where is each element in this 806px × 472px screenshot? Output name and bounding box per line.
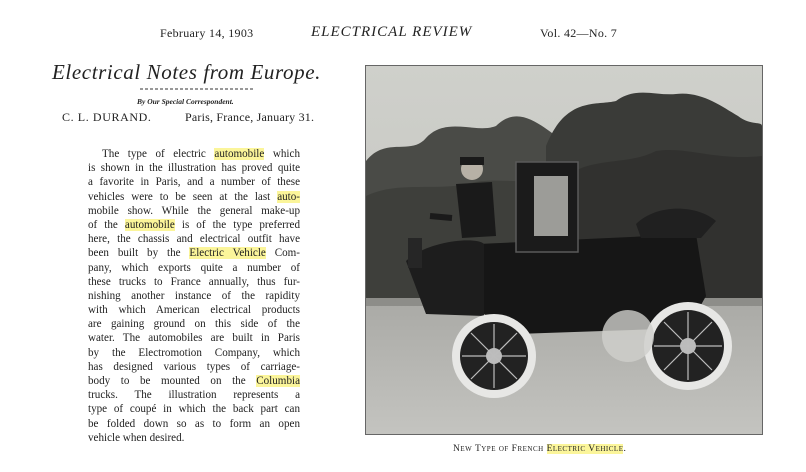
- body-text: which: [264, 148, 300, 160]
- body-text: been built by the: [88, 247, 190, 260]
- highlighted-term: auto-: [277, 190, 300, 203]
- issue-date: February 14, 1903: [160, 26, 254, 40]
- body-line: [88, 431, 300, 445]
- body-line: [88, 417, 300, 431]
- body-text: has designed various types of carriage-: [88, 360, 300, 373]
- headline-rule: [140, 88, 255, 90]
- body-line: [88, 346, 300, 360]
- body-line: [88, 147, 300, 161]
- body-text: vehicle when desired.: [88, 431, 185, 444]
- body-line: [88, 261, 300, 275]
- body-text: here, the chassis and electrical outfit have: [88, 233, 300, 246]
- body-text: are gaining ground on this side of the: [88, 318, 300, 331]
- body-text: these trucks to France annually, thus fur-: [88, 275, 300, 288]
- byline: By Our Special Correspondent.: [137, 97, 234, 106]
- body-line: [88, 289, 300, 303]
- body-line: [88, 275, 300, 289]
- body-text: by the Electromotion Company, which: [88, 346, 300, 359]
- body-text: water. The automobiles are built in Paris: [88, 332, 300, 345]
- highlighted-term: Columbia: [256, 375, 300, 387]
- body-text: trucks. The illustration represents a: [88, 389, 300, 402]
- dateline: Paris, France, January 31.: [185, 110, 315, 124]
- body-text: a favorite in Paris, and a number of these: [88, 176, 300, 189]
- body-text: vehicles were to be seen at the last: [88, 190, 278, 203]
- body-line: [88, 204, 300, 218]
- masthead: [0, 24, 806, 46]
- body-line: [88, 218, 300, 232]
- body-text: pany, which exports quite a number of: [88, 261, 300, 274]
- highlighted-term: automobile: [214, 148, 265, 160]
- body-line: [88, 161, 300, 175]
- body-text: The type of electric: [102, 148, 215, 160]
- article-headline: Electrical Notes from Europe.: [52, 60, 321, 84]
- body-line: [88, 190, 300, 204]
- body-text: nishing another instance of the rapidity: [88, 289, 300, 302]
- vehicle-photograph: [365, 65, 763, 435]
- article-body: [88, 147, 300, 445]
- body-line: [88, 402, 300, 416]
- caption-highlight: Electric Vehicle: [546, 444, 624, 454]
- body-line: [88, 317, 300, 331]
- highlighted-term: automobile: [124, 218, 175, 231]
- body-text: with which American electrical products: [88, 304, 300, 317]
- caption-period: .: [623, 444, 627, 454]
- body-line: [88, 175, 300, 189]
- volume-number: Vol. 42—No. 7: [540, 26, 618, 40]
- highlighted-term: Electric Vehicle: [189, 247, 266, 260]
- body-line: [88, 331, 300, 345]
- body-line: [88, 360, 300, 374]
- figure-caption: [453, 444, 626, 454]
- body-text: is of the type preferred: [174, 218, 300, 231]
- body-line: [88, 374, 300, 388]
- caption-text: New Type of French: [453, 444, 547, 454]
- body-text: of the: [88, 218, 125, 231]
- body-line: [88, 303, 300, 317]
- body-text: is shown in the illustration has proved quite: [88, 162, 300, 175]
- publication-title: ELECTRICAL REVIEW: [311, 24, 473, 40]
- body-text: type of coupé in which the back part can: [88, 403, 300, 416]
- body-line: [88, 388, 300, 402]
- author-name: C. L. DURAND.: [62, 110, 152, 124]
- body-line: [88, 232, 300, 246]
- body-text: Com-: [265, 247, 301, 260]
- body-line: [88, 246, 300, 260]
- body-text: mobile show. While the general make-up: [88, 204, 300, 217]
- body-text: body to be mounted on the: [88, 375, 257, 387]
- body-text: be folded down so as to form an open: [88, 417, 300, 430]
